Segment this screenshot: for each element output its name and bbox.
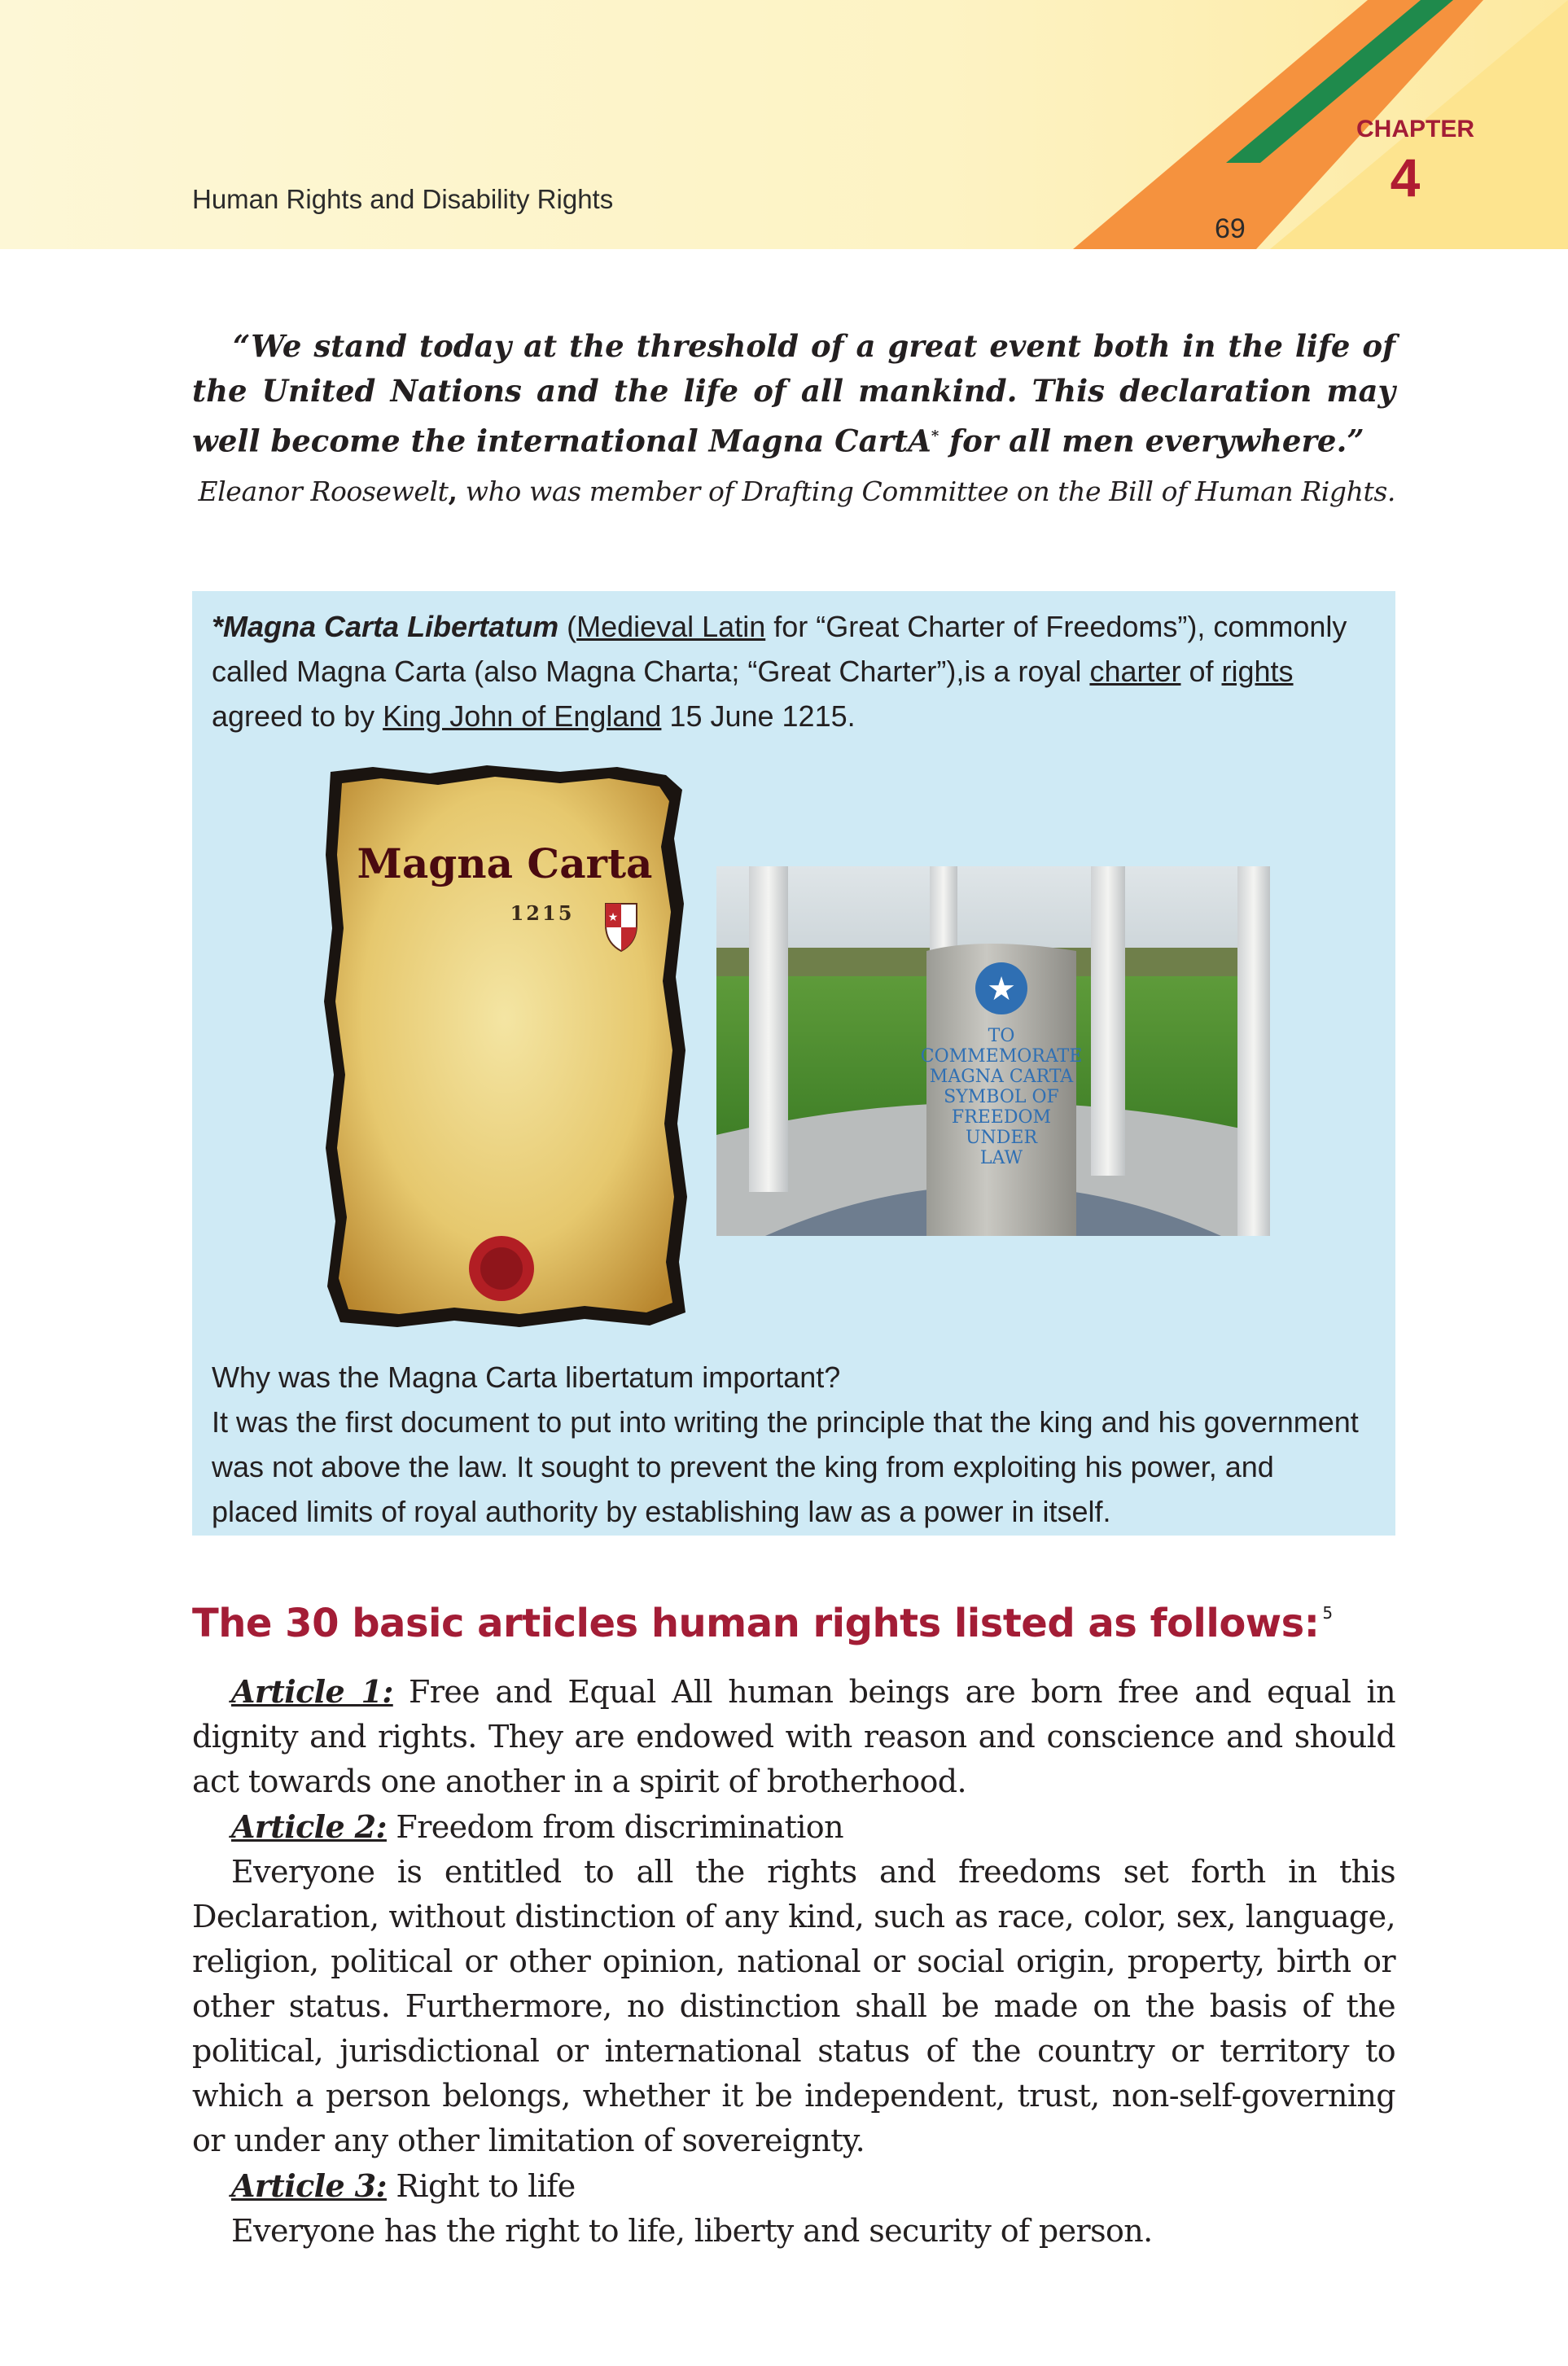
quote-attribution: [192, 475, 1395, 507]
articles-body: [192, 1669, 1395, 2254]
magna-carta-scroll-image: [324, 765, 689, 1327]
article-text: Free and Equal All human beings are born free and equal in dignity and rights. They are endowed with reason and conscience and should act towards one another in a spirit of brotherhood.: [192, 1674, 1395, 1799]
quote-end: for all men everywhere.”: [939, 423, 1364, 459]
magna-carta-info-box: [192, 591, 1395, 1536]
qa-question: Why was the Magna Carta libertatum important?: [212, 1360, 841, 1394]
term-magna-carta-libertatum: *Magna Carta Libertatum: [212, 610, 559, 643]
article-1-paragraph: [192, 1669, 1395, 1804]
chapter-label: CHAPTER: [1356, 116, 1475, 142]
article-text: Everyone is entitled to all the rights and freedoms set forth in this Declaration, without distinction of any kind, such as race, color, sex, language, religion, political or other opinion, national or social origin, property, birth or other status. Furthermore, no distinction shall be made on the basis of the political, jurisdictional or international status of the country or territory to which a person belongs, whether it be independent, trust, non-self-governing or under any other limitation of sovereignty.: [192, 1854, 1395, 2158]
link-rights[interactable]: rights: [1221, 655, 1294, 688]
magna-carta-qa: [212, 1355, 1368, 1534]
quote-text: [192, 324, 1395, 463]
page-header: [0, 0, 1568, 249]
intro-text: for “Great Charter of Freedoms”), commonly called Magna Carta (also Magna Charta; “Great Charter”),is a royal: [212, 610, 1347, 688]
article-3-body: [192, 2209, 1395, 2254]
article-2-body: [192, 1850, 1395, 2163]
quote-main: “We stand today at the threshold of a great event both in the life of the United Nations and the life of all mankind. This declaration may well become the international Magna CartA: [192, 328, 1395, 459]
chapter-number: 4: [1390, 147, 1421, 208]
photo-inscription-2: COMMEMORATE: [920, 1046, 1083, 1067]
article-label: Article 2:: [231, 1808, 387, 1845]
attribution-description: who was member of Drafting Committee on the Bill of Human Rights.: [457, 475, 1395, 507]
quote-footnote-mark: *: [931, 427, 939, 445]
section-footnote-ref: 5: [1322, 1603, 1333, 1623]
attribution-name: Eleanor Roosewelt: [198, 475, 449, 507]
photo-inscription-6: UNDER: [965, 1128, 1038, 1148]
link-charter[interactable]: charter: [1089, 655, 1181, 688]
photo-inscription-7: LAW: [979, 1148, 1023, 1168]
photo-pillar-left: [749, 866, 788, 1192]
intro-text: agreed to by: [212, 699, 383, 733]
section-heading: [192, 1601, 1413, 1646]
scroll-year: 1215: [510, 901, 575, 925]
qa-answer: It was the first document to put into writing the principle that the king and his government was not above the law. It sought to prevent the king from exploiting his power, and placed limits of royal authority by establishing law as a power in itself.: [212, 1405, 1359, 1528]
photo-inscription-1: TO: [988, 1026, 1015, 1046]
intro-text: of: [1180, 655, 1222, 688]
svg-text:★: ★: [987, 970, 1016, 1008]
attribution-comma: ,: [448, 475, 458, 507]
article-text: Everyone has the right to life, liberty and security of person.: [231, 2213, 1153, 2249]
article-text: Freedom from discrimination: [386, 1809, 843, 1845]
photo-inscription-3: MAGNA CARTA: [929, 1067, 1074, 1087]
photo-pillar-far-right: [1237, 866, 1270, 1236]
intro-text: 15 June 1215.: [661, 699, 856, 733]
photo-pillar-right: [1091, 866, 1125, 1176]
running-title: Human Rights and Disability Rights: [192, 184, 614, 214]
link-medieval-latin[interactable]: Medieval Latin: [576, 610, 766, 643]
link-king-john[interactable]: King John of England: [383, 699, 662, 733]
magna-carta-definition: [212, 604, 1368, 738]
article-2-paragraph: [192, 1804, 1395, 1850]
photo-inscription-5: FREEDOM: [951, 1107, 1052, 1128]
scroll-title: Magna Carta: [357, 839, 653, 887]
article-3-paragraph: [192, 2163, 1395, 2209]
intro-text: (: [558, 610, 577, 643]
photo-inscription-4: SYMBOL OF: [944, 1087, 1059, 1107]
article-label: Article 1:: [231, 1673, 393, 1710]
svg-text:★: ★: [607, 911, 619, 924]
page-number: 69: [1215, 213, 1246, 244]
opening-quote: [192, 324, 1395, 463]
article-label: Article 3:: [231, 2167, 387, 2204]
wax-seal-icon: [469, 1236, 534, 1301]
magna-carta-memorial-photo: [716, 866, 1270, 1236]
section-heading-text: The 30 basic articles human rights listed as follows:: [192, 1601, 1320, 1646]
article-text: Right to life: [386, 2168, 576, 2204]
